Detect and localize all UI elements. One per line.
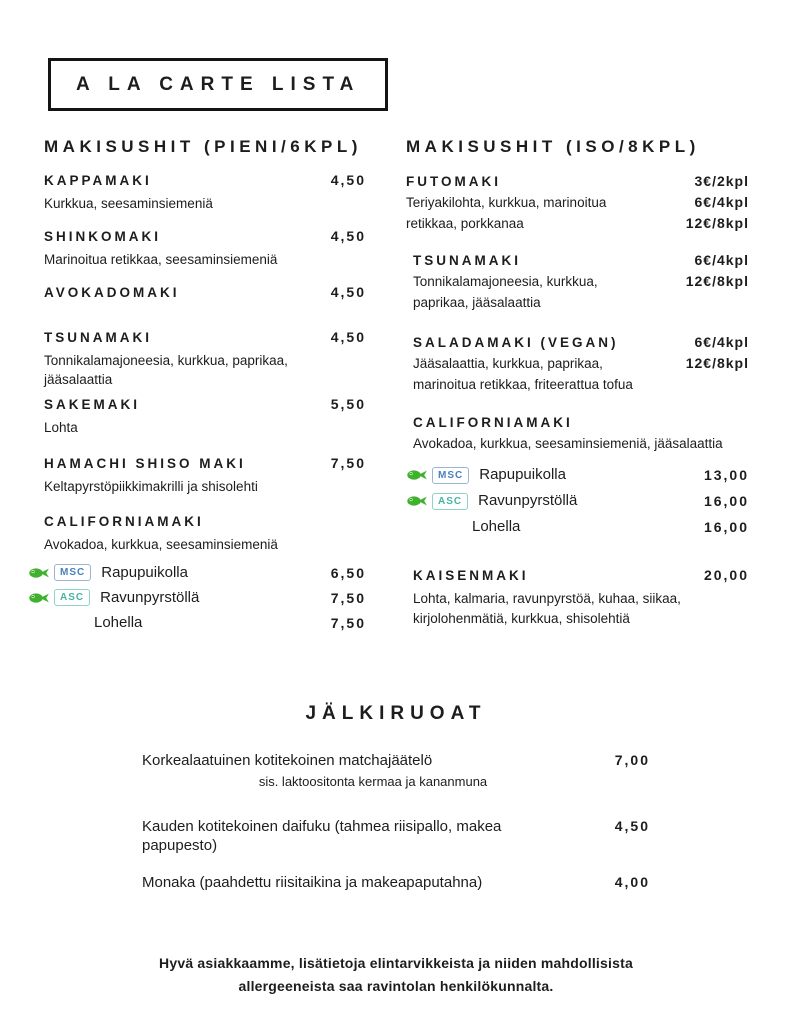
item-name: FUTOMAKI [406,174,501,189]
item-description-line: Lohta, kalmaria, ravunpyrstöä, kuhaa, siikaa, [413,591,681,606]
variant-label: Rapupuikolla [101,563,188,581]
item-price: 12€/8kpl [685,215,749,231]
item-description-line: Teriyakilohta, kurkkua, marinoitua [406,195,607,210]
variant-label: Ravunpyrstöllä [100,588,200,606]
item-description-line: kirjolohenmätiä, kurkkua, shisolehtiä [413,611,630,626]
desserts-heading: JÄLKIRUOAT [305,703,487,724]
item-description-line: retikkaa, porkkanaa [406,216,524,231]
menu-item-tsunamaki [44,328,366,389]
item-name: HAMACHI SHISO MAKI [44,456,246,471]
menu-item-hamachi-shiso-maki [44,454,366,496]
item-description: Avokadoa, kurkkua, seesaminsiemeniä [44,537,278,552]
msc-badge: MSC [432,467,469,484]
section-heading-small: MAKISUSHIT (PIENI/6KPL) [44,137,362,156]
variant-row-lohella-iso [406,514,749,540]
variant-price: 16,00 [703,493,749,509]
menu-item-californiamaki-iso [406,412,749,454]
item-price: 6€/4kpl [694,252,749,268]
variant-row-lohella [44,610,366,635]
allergen-notice: Hyvä asiakkaamme, lisätietoja elintarvikkeista ja niiden mahdollisista allergeeneista saa ravintolan henkilökunnalta. [159,955,633,994]
item-description-line: paprikaa, jääsalaattia [413,295,541,310]
item-price: 4,50 [330,329,366,345]
dessert-name: Monaka (paahdettu riisitaikina ja makeapaputahna) [142,874,483,891]
variant-label: Rapupuikolla [479,466,566,483]
item-name: SHINKOMAKI [44,229,161,244]
variant-price: 7,50 [330,614,366,631]
item-price: 7,50 [330,455,366,471]
item-description: Keltapyrstöpiikkimakrilli ja shisolehti [44,479,258,494]
variant-row-ravunpyrstolla [44,585,366,610]
dessert-item-matchajaatelo [142,751,650,791]
price-stack [686,250,749,313]
menu-item-sakemaki [44,395,366,437]
item-price: 12€/8kpl [685,355,749,371]
dessert-price: 4,00 [614,874,650,890]
item-name: SAKEMAKI [44,397,141,412]
variant-row-rapupuikolla [44,560,366,585]
item-description: Lohta [44,420,78,435]
item-name: KAPPAMAKI [44,173,152,188]
item-name: AVOKADOMAKI [44,285,180,300]
section-maki-small [44,137,366,643]
item-name: SALADAMAKI (VEGAN) [413,335,619,350]
fish-icon [407,495,428,507]
variant-price: 6,50 [330,564,366,581]
variant-price: 13,00 [703,467,749,483]
variant-row-ravunpyrstolla-iso [406,488,749,514]
dessert-price: 7,00 [614,752,650,768]
item-price: 6€/4kpl [694,334,749,350]
item-description-line: marinoitua retikkaa, friteerattua tofua [413,377,633,392]
item-price: 20,00 [703,567,749,583]
menu-item-avokadomaki [44,283,366,302]
msc-badge: MSC [54,564,91,581]
item-description: Tonnikalamajoneesia, kurkkua, paprikaa, jääsalaattia [44,353,288,387]
item-price: 3€/2kpl [694,173,749,189]
menu-title-box [48,58,388,111]
item-price: 4,50 [330,284,366,300]
fish-icon [29,592,50,604]
item-name: TSUNAMAKI [413,253,521,268]
item-price: 6€/4kpl [694,194,749,210]
dessert-name: Kauden kotitekoinen daifuku (tahmea riisipallo, makea papupesto) [142,818,502,854]
item-price: 5,50 [330,396,366,412]
item-name: CALIFORNIAMAKI [413,415,573,430]
asc-badge: ASC [432,493,468,510]
variant-price: 7,50 [330,589,366,606]
dessert-note: sis. laktoositonta kermaa ja kananmuna [258,774,488,789]
menu-item-californiamaki [44,513,366,554]
item-price: 12€/8kpl [685,273,749,289]
menu-item-tsunamaki-iso [406,250,749,313]
dessert-item-daifuku [142,817,650,855]
variant-label: Lohella [472,518,521,535]
dessert-item-monaka [142,873,650,892]
price-stack [686,332,749,395]
item-description: Kurkkua, seesaminsiemeniä [44,196,213,211]
dessert-price: 4,50 [614,818,650,834]
item-name: CALIFORNIAMAKI [44,514,204,529]
item-price: 4,50 [330,228,366,244]
variant-label: Ravunpyrstöllä [478,492,578,509]
item-description-line: Jääsalaattia, kurkkua, paprikaa, [413,356,603,371]
section-maki-large [406,137,749,643]
section-desserts [44,703,748,892]
item-description: Marinoitua retikkaa, seesaminsiemeniä [44,252,278,267]
item-name: TSUNAMAKI [44,330,152,345]
fish-icon [407,469,428,481]
menu-item-shinkomaki [44,227,366,269]
fish-icon [29,567,50,579]
menu-item-kappamaki [44,171,366,213]
item-name: KAISENMAKI [413,568,529,583]
menu-item-saladamaki [406,332,749,395]
asc-badge: ASC [54,589,90,606]
variant-label: Lohella [94,613,143,631]
menu-item-futomaki [406,171,749,234]
variant-row-rapupuikolla-iso [406,462,749,488]
variant-price: 16,00 [703,519,749,535]
menu-columns [44,137,748,643]
section-heading-large: MAKISUSHIT (ISO/8KPL) [406,137,700,156]
item-price: 4,50 [330,172,366,188]
menu-item-kaisenmaki [406,566,749,629]
dessert-name: Korkealaatuinen kotitekoinen matchajäätelö [142,752,433,769]
item-description-line: Tonnikalamajoneesia, kurkkua, [413,274,598,289]
menu-title: A LA CARTE LISTA [76,74,361,95]
item-description-line: Avokadoa, kurkkua, seesaminsiemeniä, jääsalaattia [413,436,723,451]
price-stack [686,171,749,234]
